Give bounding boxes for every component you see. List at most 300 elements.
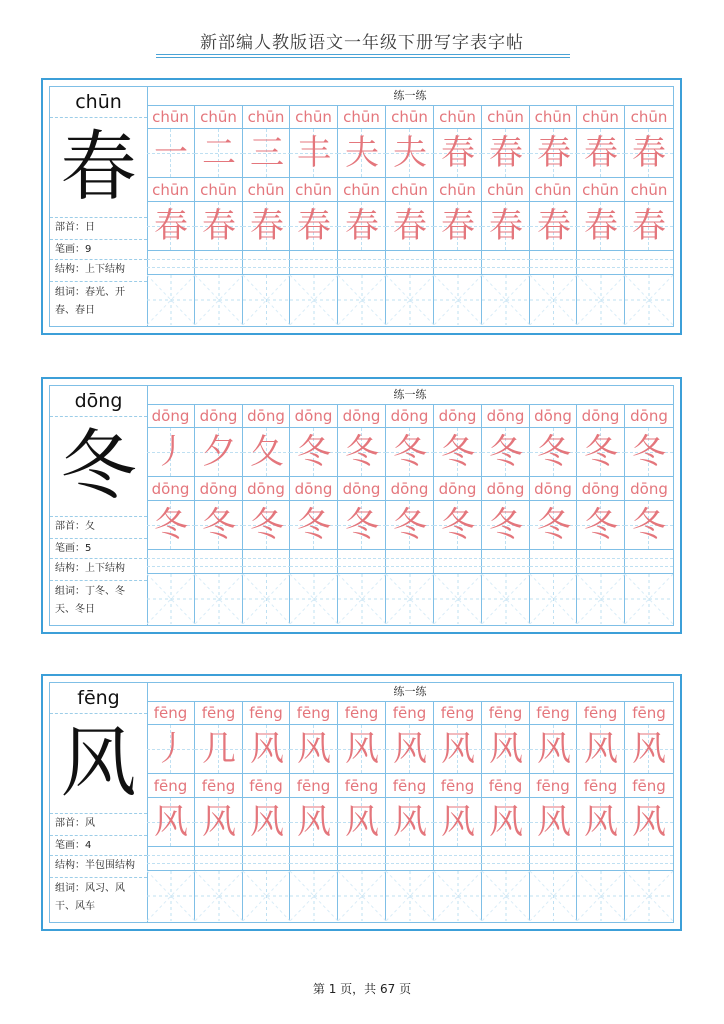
pinyin-trace: dōng [147, 404, 194, 428]
tian-grid-guides [482, 574, 530, 624]
stroke-order-cell[interactable] [577, 129, 624, 178]
trace-glyph: 风 [297, 802, 331, 842]
blank-pinyin-cell[interactable] [243, 251, 289, 275]
trace-char-cell[interactable] [243, 501, 289, 550]
character-info-panel [50, 683, 148, 922]
stroke-order-cell[interactable] [243, 129, 289, 178]
practice-grid [147, 404, 673, 625]
trace-char-cell[interactable] [530, 798, 576, 847]
trace-glyph: 冬 [584, 505, 618, 545]
blank-writing-cell[interactable] [195, 275, 242, 325]
trace-glyph: 风 [584, 802, 618, 842]
blank-writing-cell[interactable] [625, 275, 673, 325]
pinyin-trace: fēng [290, 774, 337, 798]
trace-char-cell[interactable] [434, 501, 481, 550]
blank-pinyin-cell[interactable] [386, 847, 433, 871]
pinyin-trace: fēng [577, 701, 624, 725]
stroke-order-glyph: 几 [202, 729, 236, 769]
stroke-order-glyph: 春 [632, 133, 666, 173]
blank-pinyin-cell[interactable] [386, 251, 433, 275]
tian-grid-guides [577, 275, 625, 325]
pinyin-trace: dōng [338, 477, 385, 501]
blank-pinyin-cell[interactable] [290, 847, 337, 871]
character-model: 春 [60, 122, 137, 211]
pinyin-trace: fēng [434, 774, 481, 798]
pinyin-trace: fēng [290, 701, 337, 725]
blank-writing-cell[interactable] [386, 574, 433, 624]
trace-glyph: 冬 [345, 505, 379, 545]
blank-writing-cell[interactable] [243, 275, 289, 325]
structure-info: 结构：上下结构 [50, 259, 147, 281]
pinyin-trace: dōng [577, 477, 624, 501]
tian-grid-guides [243, 574, 290, 624]
stroke-order-glyph: 冬 [584, 432, 618, 472]
trace-char-cell[interactable] [577, 501, 624, 550]
stroke-order-cell[interactable] [625, 725, 673, 774]
practice-label: 练一练 [147, 87, 673, 106]
stroke-order-cell[interactable] [290, 129, 337, 178]
stroke-order-cell[interactable] [434, 428, 481, 477]
pinyin-trace: chūn [195, 178, 242, 202]
tian-grid-guides [386, 871, 434, 921]
stroke-order-glyph: 风 [489, 729, 523, 769]
trace-glyph: 风 [250, 802, 284, 842]
stroke-order-cell[interactable] [577, 725, 624, 774]
card-inner [49, 86, 674, 327]
pinyin-trace: fēng [195, 774, 242, 798]
blank-pinyin-cell[interactable] [195, 847, 242, 871]
trace-glyph: 风 [345, 802, 379, 842]
stroke-order-cell[interactable] [482, 129, 529, 178]
word-examples-line: 组词：春光、开 [55, 287, 125, 298]
pinyin-trace: dōng [577, 404, 624, 428]
pinyin-trace: chūn [290, 105, 337, 129]
stroke-order-glyph: 风 [632, 729, 666, 769]
tian-grid-guides [482, 871, 530, 921]
blank-pinyin-cell[interactable] [147, 847, 194, 871]
blank-writing-cell[interactable] [290, 871, 337, 921]
blank-pinyin-cell[interactable] [577, 847, 624, 871]
practice-column [338, 701, 386, 921]
tian-grid-guides [290, 574, 338, 624]
blank-pinyin-cell[interactable] [482, 550, 529, 574]
stroke-order-glyph: 冬 [393, 432, 427, 472]
stroke-order-glyph: 冬 [297, 432, 331, 472]
practice-column [147, 105, 195, 325]
stroke-order-glyph: 风 [250, 729, 284, 769]
trace-char-cell[interactable] [482, 501, 529, 550]
stroke-order-glyph: 春 [584, 133, 618, 173]
blank-pinyin-cell[interactable] [338, 847, 385, 871]
pinyin-trace: fēng [577, 774, 624, 798]
practice-column [386, 701, 434, 921]
word-examples-line: 组词：丁冬、冬 [55, 586, 125, 597]
stroke-order-cell[interactable] [434, 725, 481, 774]
pinyin-trace: chūn [386, 178, 433, 202]
blank-pinyin-cell[interactable] [577, 550, 624, 574]
trace-char-cell[interactable] [625, 798, 673, 847]
stroke-order-cell[interactable] [625, 428, 673, 477]
blank-pinyin-cell[interactable] [290, 251, 337, 275]
blank-writing-cell[interactable] [625, 574, 673, 624]
blank-writing-cell[interactable] [577, 275, 624, 325]
trace-char-cell[interactable] [338, 501, 385, 550]
trace-glyph: 风 [537, 802, 571, 842]
stroke-order-glyph: 春 [537, 133, 571, 173]
trace-glyph: 风 [202, 802, 236, 842]
trace-char-cell[interactable] [290, 501, 337, 550]
stroke-order-cell[interactable] [243, 725, 289, 774]
pinyin-trace: fēng [530, 701, 576, 725]
blank-pinyin-cell[interactable] [625, 847, 673, 871]
pinyin-trace: fēng [625, 774, 673, 798]
pinyin-trace: chūn [530, 105, 576, 129]
character-info-panel [50, 386, 148, 625]
blank-writing-cell[interactable] [243, 871, 289, 921]
trace-glyph: 春 [154, 206, 188, 246]
stroke-order-cell[interactable] [338, 428, 385, 477]
blank-writing-cell[interactable] [147, 574, 194, 624]
blank-pinyin-cell[interactable] [482, 847, 529, 871]
blank-writing-cell[interactable] [147, 871, 194, 921]
word-examples-line: 组词：风习、风 [55, 883, 125, 894]
blank-pinyin-cell[interactable] [243, 550, 289, 574]
structure-info: 结构：上下结构 [50, 558, 147, 580]
pinyin-trace: chūn [386, 105, 433, 129]
stroke-order-glyph: 冬 [489, 432, 523, 472]
pinyin-trace: dōng [338, 404, 385, 428]
stroke-order-cell[interactable] [290, 725, 337, 774]
tian-grid-guides [625, 574, 673, 624]
practice-column [243, 404, 290, 624]
trace-char-cell[interactable] [243, 202, 289, 251]
blank-writing-cell[interactable] [482, 574, 529, 624]
character-pinyin: dōng [50, 386, 147, 417]
trace-glyph: 春 [345, 206, 379, 246]
practice-column [338, 105, 386, 325]
stroke-order-cell[interactable] [482, 428, 529, 477]
stroke-order-glyph: 风 [297, 729, 331, 769]
pinyin-trace: chūn [338, 105, 385, 129]
blank-writing-cell[interactable] [434, 871, 481, 921]
trace-char-cell[interactable] [625, 501, 673, 550]
trace-char-cell[interactable] [147, 202, 194, 251]
practice-card [41, 674, 682, 931]
stroke-order-glyph: 二 [202, 133, 236, 173]
practice-column [290, 701, 338, 921]
trace-glyph: 冬 [537, 505, 571, 545]
blank-writing-cell[interactable] [530, 871, 576, 921]
stroke-count-info: 笔画：9 [50, 239, 147, 259]
practice-grid [147, 701, 673, 922]
practice-column [386, 105, 434, 325]
stroke-order-cell[interactable] [530, 725, 576, 774]
blank-pinyin-cell[interactable] [147, 251, 194, 275]
blank-writing-cell[interactable] [577, 574, 624, 624]
blank-pinyin-cell[interactable] [482, 251, 529, 275]
practice-card [41, 377, 682, 634]
trace-char-cell[interactable] [290, 202, 337, 251]
blank-pinyin-cell[interactable] [530, 847, 576, 871]
blank-pinyin-cell[interactable] [195, 550, 242, 574]
stroke-order-glyph: 夫 [393, 133, 427, 173]
blank-pinyin-cell[interactable] [625, 550, 673, 574]
word-examples [50, 580, 147, 625]
blank-pinyin-cell[interactable] [434, 550, 481, 574]
pinyin-trace: chūn [625, 178, 673, 202]
pinyin-trace: dōng [243, 404, 289, 428]
tian-grid-guides [195, 871, 243, 921]
practice-column [530, 701, 577, 921]
stroke-order-glyph: 夂 [250, 432, 284, 472]
blank-pinyin-cell[interactable] [625, 251, 673, 275]
tian-grid-guides [147, 574, 195, 624]
radical-info: 部首：风 [50, 813, 147, 835]
blank-writing-cell[interactable] [625, 871, 673, 921]
pinyin-trace: chūn [625, 105, 673, 129]
pinyin-trace: chūn [290, 178, 337, 202]
stroke-order-glyph: 丿 [154, 729, 188, 769]
blank-writing-cell[interactable] [290, 574, 337, 624]
stroke-order-cell[interactable] [386, 725, 433, 774]
trace-char-cell[interactable] [530, 501, 576, 550]
stroke-order-cell[interactable] [386, 129, 433, 178]
trace-glyph: 冬 [202, 505, 236, 545]
trace-char-cell[interactable] [338, 202, 385, 251]
stroke-order-cell[interactable] [195, 725, 242, 774]
pinyin-trace: dōng [290, 477, 337, 501]
trace-char-cell[interactable] [434, 798, 481, 847]
tian-grid-guides [147, 275, 195, 325]
trace-char-cell[interactable] [338, 798, 385, 847]
blank-pinyin-cell[interactable] [147, 550, 194, 574]
blank-pinyin-cell[interactable] [338, 550, 385, 574]
trace-char-cell[interactable] [386, 501, 433, 550]
trace-glyph: 风 [154, 802, 188, 842]
trace-char-cell[interactable] [482, 202, 529, 251]
pinyin-trace: dōng [530, 477, 576, 501]
stroke-order-cell[interactable] [577, 428, 624, 477]
stroke-order-glyph: 夕 [202, 432, 236, 472]
trace-char-cell[interactable] [434, 202, 481, 251]
blank-pinyin-cell[interactable] [290, 550, 337, 574]
tian-grid-guides [434, 871, 482, 921]
trace-char-cell[interactable] [577, 798, 624, 847]
blank-writing-cell[interactable] [195, 574, 242, 624]
blank-pinyin-cell[interactable] [338, 251, 385, 275]
pinyin-trace: chūn [338, 178, 385, 202]
stroke-order-glyph: 丰 [297, 133, 331, 173]
practice-column [195, 105, 243, 325]
trace-glyph: 风 [441, 802, 475, 842]
pinyin-trace: fēng [386, 774, 433, 798]
stroke-order-cell[interactable] [290, 428, 337, 477]
pinyin-trace: dōng [243, 477, 289, 501]
blank-pinyin-cell[interactable] [530, 550, 576, 574]
trace-glyph: 冬 [250, 505, 284, 545]
blank-pinyin-cell[interactable] [434, 847, 481, 871]
blank-writing-cell[interactable] [290, 275, 337, 325]
tian-grid-guides [434, 275, 482, 325]
stroke-order-glyph: 三 [250, 133, 284, 173]
tian-grid-guides [434, 574, 482, 624]
practice-label: 练一练 [147, 683, 673, 702]
stroke-order-glyph: 风 [537, 729, 571, 769]
character-pinyin: fēng [50, 683, 147, 714]
stroke-order-cell[interactable] [147, 428, 194, 477]
trace-glyph: 春 [584, 206, 618, 246]
stroke-count-info: 笔画：5 [50, 538, 147, 558]
trace-char-cell[interactable] [243, 798, 289, 847]
trace-glyph: 春 [632, 206, 666, 246]
trace-char-cell[interactable] [530, 202, 576, 251]
stroke-order-cell[interactable] [482, 725, 529, 774]
stroke-order-cell[interactable] [338, 725, 385, 774]
practice-column [195, 701, 243, 921]
practice-column [147, 404, 195, 624]
tian-grid-guides [530, 871, 577, 921]
stroke-order-cell[interactable] [434, 129, 481, 178]
practice-column [625, 404, 673, 624]
pinyin-trace: dōng [386, 477, 433, 501]
pinyin-trace: chūn [243, 178, 289, 202]
trace-glyph: 春 [250, 206, 284, 246]
tian-grid-guides [147, 871, 195, 921]
stroke-order-glyph: 冬 [632, 432, 666, 472]
blank-pinyin-cell[interactable] [434, 251, 481, 275]
practice-column [434, 701, 482, 921]
pinyin-trace: chūn [482, 105, 529, 129]
practice-column [290, 404, 338, 624]
tian-grid-guides [195, 574, 243, 624]
character-pinyin: chūn [50, 87, 147, 118]
pinyin-trace: fēng [338, 701, 385, 725]
pinyin-trace: fēng [338, 774, 385, 798]
practice-column [243, 701, 290, 921]
trace-char-cell[interactable] [577, 202, 624, 251]
practice-column [147, 701, 195, 921]
page-footer: 第 1 页，共 67 页 [312, 982, 412, 996]
trace-char-cell[interactable] [195, 202, 242, 251]
pinyin-trace: dōng [482, 477, 529, 501]
practice-column [482, 105, 530, 325]
blank-writing-cell[interactable] [530, 574, 576, 624]
blank-writing-cell[interactable] [147, 275, 194, 325]
trace-char-cell[interactable] [147, 501, 194, 550]
practice-card [41, 78, 682, 335]
blank-writing-cell[interactable] [434, 574, 481, 624]
pinyin-trace: chūn [482, 178, 529, 202]
trace-char-cell[interactable] [195, 798, 242, 847]
radical-info: 部首：日 [50, 217, 147, 239]
blank-pinyin-cell[interactable] [530, 251, 576, 275]
blank-pinyin-cell[interactable] [243, 847, 289, 871]
pinyin-trace: fēng [195, 701, 242, 725]
blank-writing-cell[interactable] [386, 871, 433, 921]
word-examples-line: 春、春日 [55, 305, 95, 316]
pinyin-trace: dōng [386, 404, 433, 428]
blank-writing-cell[interactable] [577, 871, 624, 921]
stroke-order-cell[interactable] [195, 129, 242, 178]
pinyin-trace: fēng [243, 774, 289, 798]
trace-glyph: 春 [537, 206, 571, 246]
trace-char-cell[interactable] [386, 798, 433, 847]
practice-column [195, 404, 243, 624]
stroke-order-cell[interactable] [195, 428, 242, 477]
stroke-order-glyph: 夫 [345, 133, 379, 173]
trace-char-cell[interactable] [195, 501, 242, 550]
pinyin-trace: fēng [147, 774, 194, 798]
trace-char-cell[interactable] [482, 798, 529, 847]
pinyin-trace: chūn [577, 178, 624, 202]
stroke-order-cell[interactable] [386, 428, 433, 477]
tian-grid-guides [195, 275, 243, 325]
trace-glyph: 春 [489, 206, 523, 246]
trace-glyph: 冬 [154, 505, 188, 545]
trace-glyph: 风 [489, 802, 523, 842]
page-title: 新部编人教版语文一年级下册写字表字帖 [200, 33, 524, 53]
word-examples-line: 天、冬日 [55, 604, 95, 615]
stroke-order-cell[interactable] [338, 129, 385, 178]
tian-grid-guides [338, 275, 386, 325]
trace-char-cell[interactable] [290, 798, 337, 847]
stroke-order-cell[interactable] [147, 129, 194, 178]
tian-grid-guides [290, 275, 338, 325]
blank-pinyin-cell[interactable] [386, 550, 433, 574]
stroke-order-cell[interactable] [625, 129, 673, 178]
blank-writing-cell[interactable] [195, 871, 242, 921]
blank-writing-cell[interactable] [482, 871, 529, 921]
blank-pinyin-cell[interactable] [577, 251, 624, 275]
trace-char-cell[interactable] [147, 798, 194, 847]
title-underline [156, 54, 570, 55]
stroke-order-cell[interactable] [530, 129, 576, 178]
stroke-order-glyph: 冬 [537, 432, 571, 472]
tian-grid-guides [625, 871, 673, 921]
pinyin-trace: dōng [434, 477, 481, 501]
trace-glyph: 春 [202, 206, 236, 246]
stroke-order-glyph: 风 [393, 729, 427, 769]
blank-writing-cell[interactable] [386, 275, 433, 325]
stroke-order-cell[interactable] [243, 428, 289, 477]
practice-column [577, 701, 625, 921]
blank-pinyin-cell[interactable] [195, 251, 242, 275]
practice-label: 练一练 [147, 386, 673, 405]
tian-grid-guides [243, 275, 290, 325]
trace-char-cell[interactable] [386, 202, 433, 251]
stroke-order-cell[interactable] [530, 428, 576, 477]
trace-glyph: 风 [632, 802, 666, 842]
blank-writing-cell[interactable] [530, 275, 576, 325]
pinyin-trace: chūn [147, 178, 194, 202]
blank-writing-cell[interactable] [338, 275, 385, 325]
character-info-panel [50, 87, 148, 326]
blank-writing-cell[interactable] [243, 574, 289, 624]
blank-writing-cell[interactable] [482, 275, 529, 325]
tian-grid-guides [530, 275, 577, 325]
blank-writing-cell[interactable] [434, 275, 481, 325]
pinyin-trace: dōng [625, 404, 673, 428]
stroke-order-glyph: 春 [441, 133, 475, 173]
blank-writing-cell[interactable] [338, 574, 385, 624]
stroke-order-cell[interactable] [147, 725, 194, 774]
pinyin-trace: fēng [625, 701, 673, 725]
pinyin-trace: fēng [530, 774, 576, 798]
trace-char-cell[interactable] [625, 202, 673, 251]
pinyin-trace: dōng [290, 404, 337, 428]
pinyin-trace: chūn [434, 105, 481, 129]
blank-writing-cell[interactable] [338, 871, 385, 921]
